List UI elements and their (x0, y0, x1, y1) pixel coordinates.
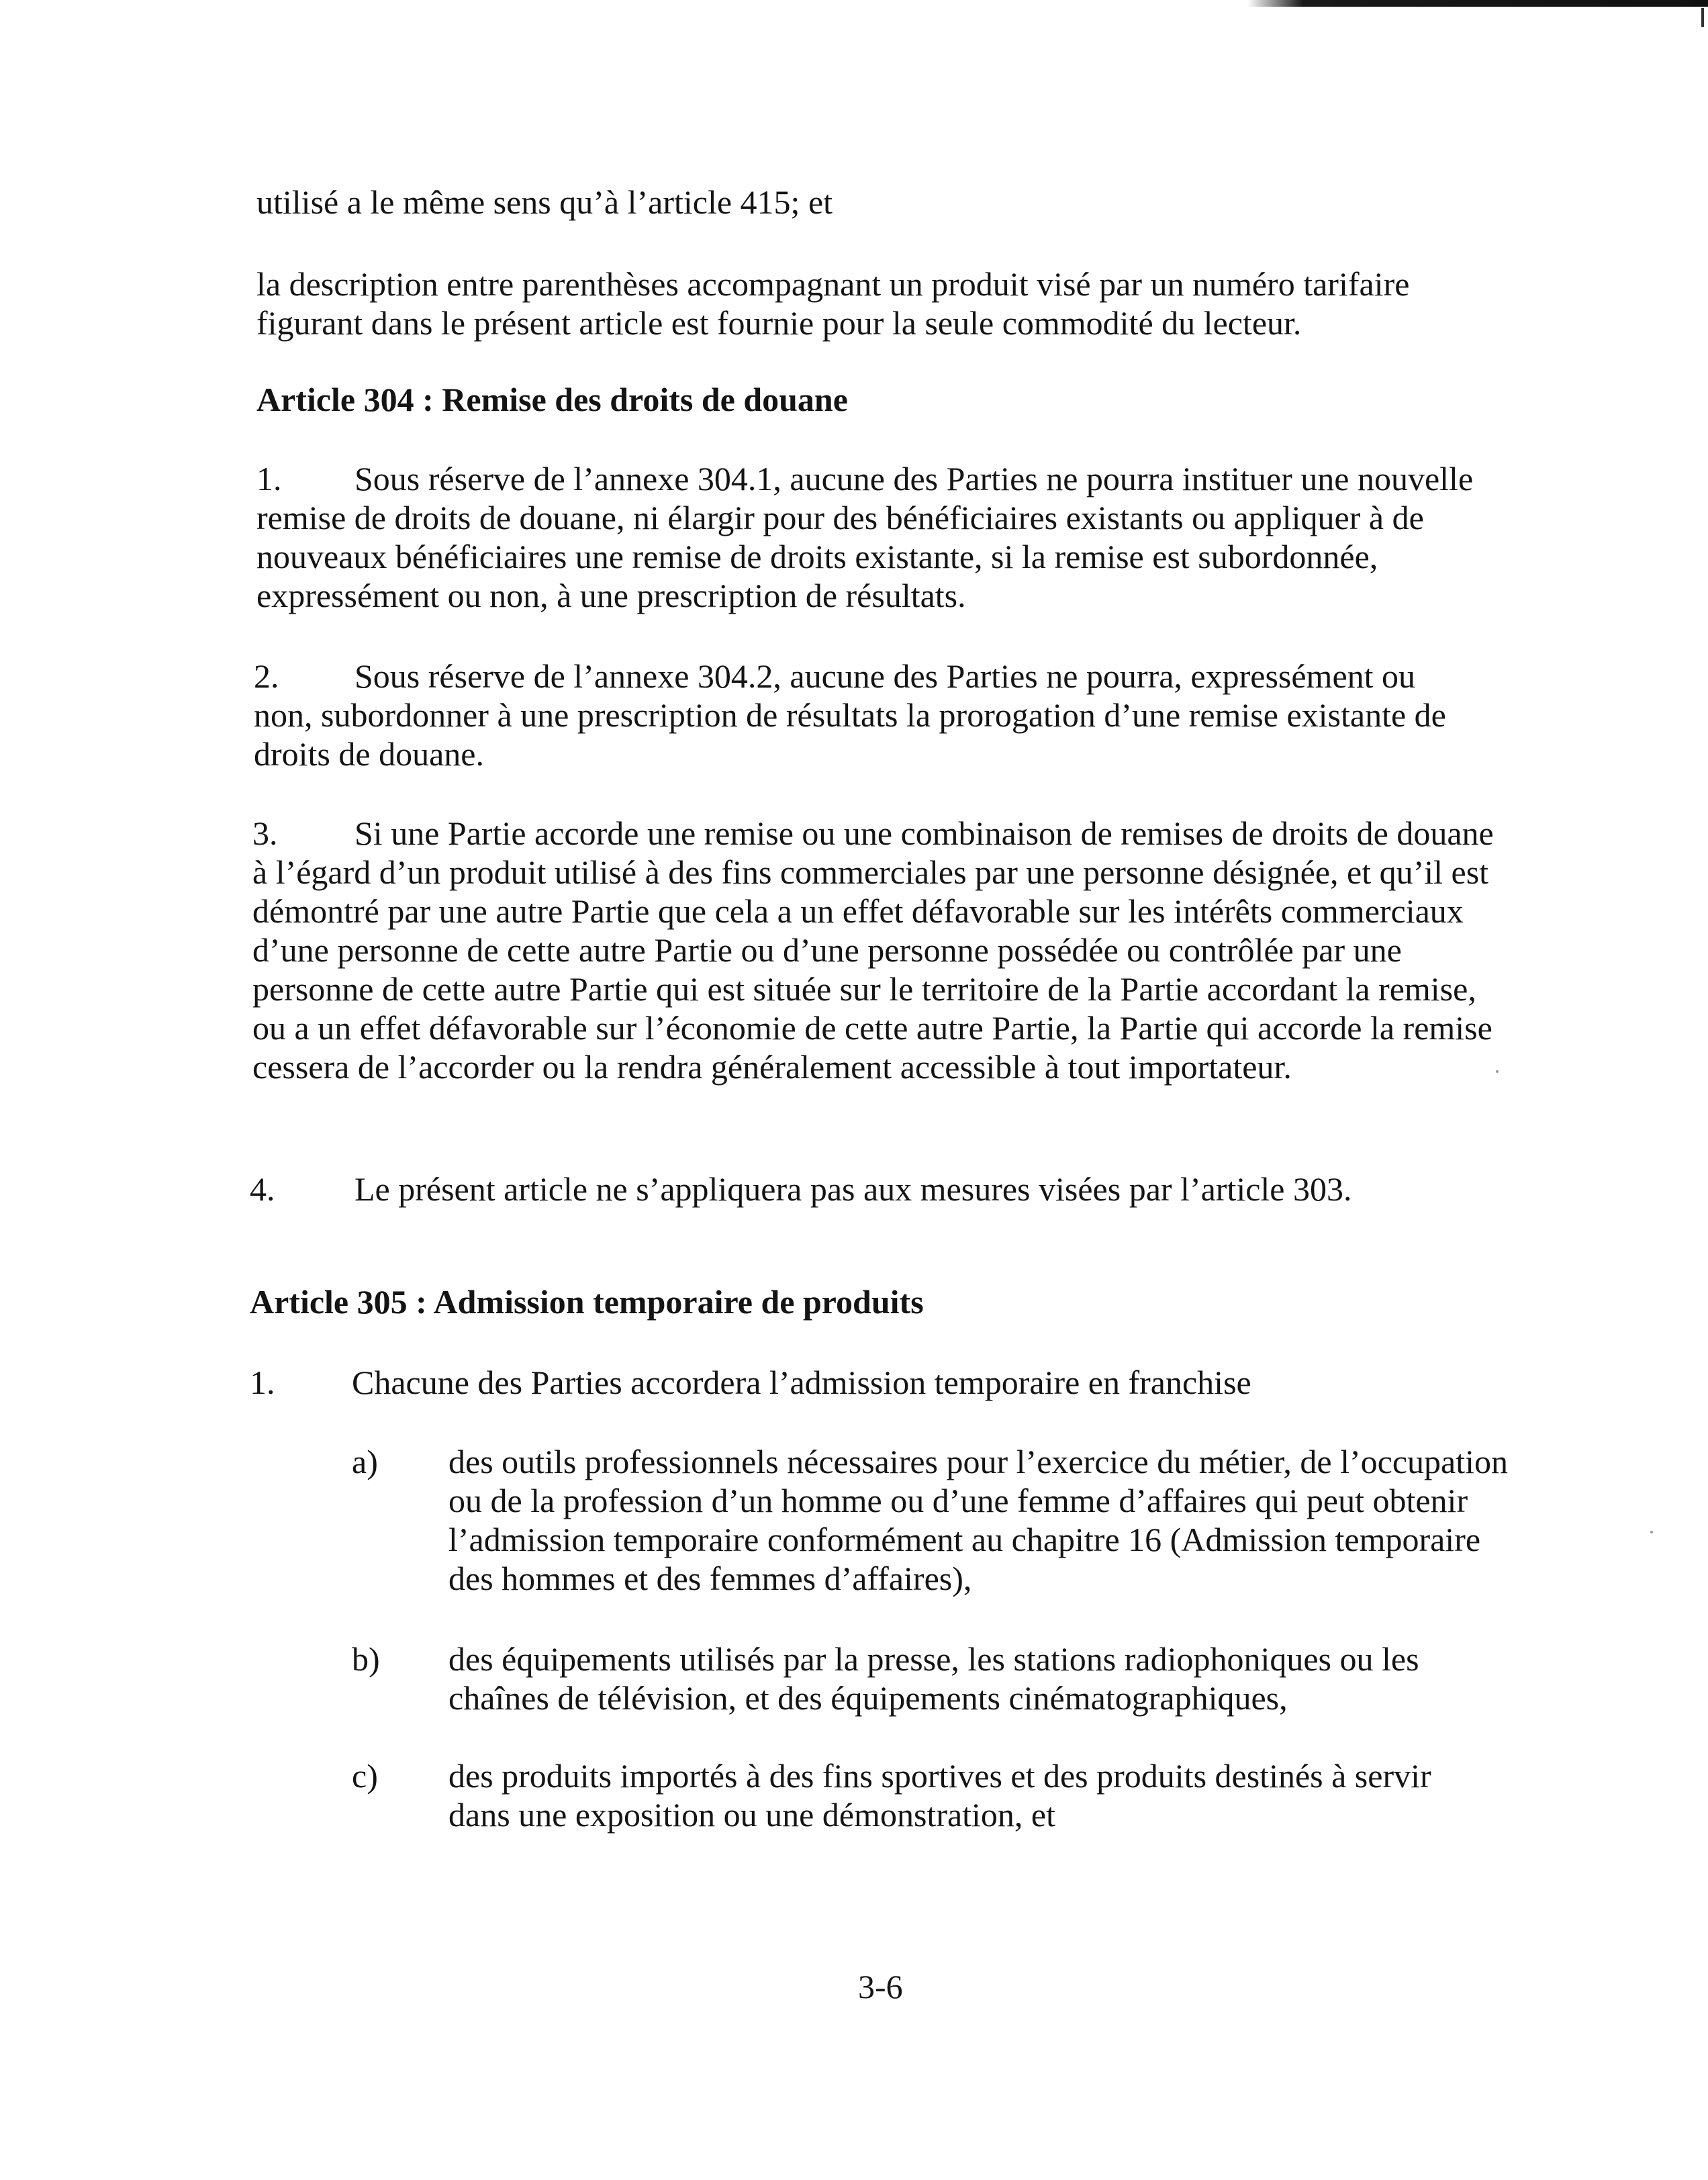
article-304-para-4-text: Le présent article ne s’appliquera pas aux mesures visées par l’article 303. (354, 1170, 1352, 1208)
item-c-text: des produits importés à des fins sportives et des produits destinés à servir dans une exposition ou une démonstration, et (448, 1757, 1431, 1834)
intro-line-1: utilisé a le même sens qu’à l’article 415; et (256, 183, 833, 221)
article-304-para-3-text: Si une Partie accorde une remise ou une combinaison de remises de droits de douane à l’égard d’un produit utilisé à des fins commerciales par une personne désignée, et qu’il est démontré par une autre Partie que cela a un effet défavorable sur les intérêts commerciaux d’une personne de cette autre Partie ou d’une personne possédée ou contrôlée par une personne de cette autre Partie qui est située sur le territoire de la Partie accordant la remise, ou a un effet défavorable sur l’économie de cette autre Partie, la Partie qui accorde la remise cessera de l’accorder ou la rendra généralement accessible à tout importateur. (252, 814, 1494, 1086)
article-304-para-3-number: 3. (252, 814, 278, 852)
item-b-letter: b) (352, 1640, 380, 1678)
article-305-para-1-text: Chacune des Parties accordera l’admission temporaire en franchise (352, 1364, 1251, 1401)
scan-speck (1650, 1531, 1653, 1533)
item-c-letter: c) (352, 1757, 378, 1795)
page-number: 3-6 (858, 1968, 903, 2005)
intro-line-2: la description entre parenthèses accompagnant un produit visé par un numéro tarifaire figurant dans le présent article est fournie pour la seule commodité du lecteur. (256, 265, 1410, 342)
item-a-letter: a) (352, 1443, 378, 1480)
article-304-para-2-number: 2. (254, 657, 279, 695)
scan-edge-tick (1701, 8, 1704, 27)
article-304-heading: Article 304 : Remise des droits de douane (256, 381, 848, 418)
scan-edge-mark (1247, 0, 1708, 7)
item-b-text: des équipements utilisés par la presse, les stations radiophoniques ou les chaînes de télévision, et des équipements cinématographiques, (448, 1640, 1419, 1717)
article-304-para-2-text: Sous réserve de l’annexe 304.2, aucune des Parties ne pourra, expressément ou non, subordonner à une prescription de résultats la prorogation d’une remise existante de droits de douane. (254, 657, 1446, 773)
article-304-para-4-number: 4. (250, 1170, 275, 1208)
article-304-para-1-text: Sous réserve de l’annexe 304.1, aucune des Parties ne pourra instituer une nouvelle remise de droits de douane, ni élargir pour des bénéficiaires existants ou appliquer à de nouveaux bénéficiaires une remise de droits existante, si la remise est subordonnée, expressément ou non, à une prescription de résultats. (256, 460, 1474, 614)
article-305-heading: Article 305 : Admission temporaire de produits (250, 1283, 924, 1321)
item-a-text: des outils professionnels nécessaires pour l’exercice du métier, de l’occupation ou de la profession d’un homme ou d’une femme d’affaires qui peut obtenir l’admission temporaire conformément au chapitre 16 (Admission temporaire des hommes et des femmes d’affaires), (448, 1443, 1509, 1597)
article-305-para-1-number: 1. (250, 1364, 275, 1401)
article-304-para-1-number: 1. (256, 460, 282, 497)
